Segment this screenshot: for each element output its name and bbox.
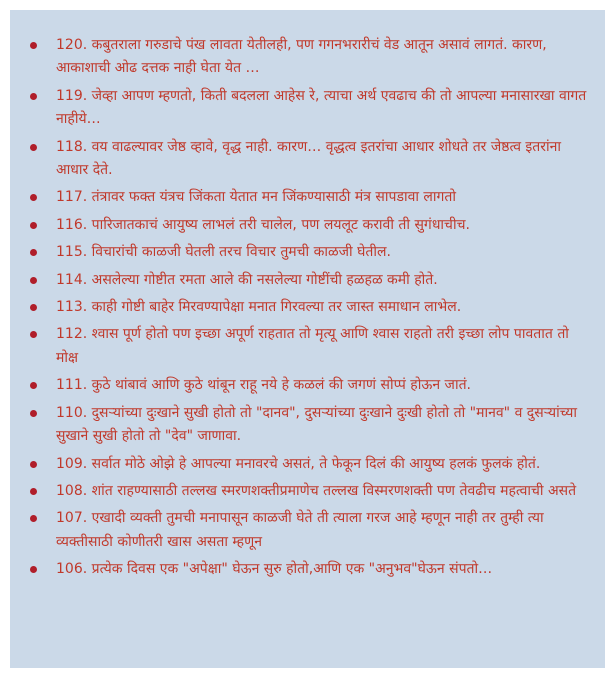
bullet-icon: [30, 249, 37, 256]
quote-text: 112. श्वास पूर्ण होतो पण इच्छा अपूर्ण राहतात तो मृत्यू आणि श्वास राहतो तरी इच्छा लोप पावतात तो मोक्ष: [56, 326, 569, 366]
bullet-icon: [30, 304, 37, 311]
list-item: [30, 402, 591, 449]
list-item: [30, 507, 591, 554]
bullet-icon: [30, 515, 37, 522]
quote-text: 120. कबुतराला गरुडाचे पंख लावता येतीलही, पण गगनभरारीचं वेड आतून असावं लागतं. कारण, आकाशाची ओढ दत्तक नाही घेता येत …: [56, 37, 547, 77]
list-item: [30, 296, 591, 319]
quote-text: 119. जेव्हा आपण म्हणतो, किती बदलला आहेस रे, त्याचा अर्थ एवढाच की तो आपल्या मनासारखा वागत नाहीये…: [56, 87, 587, 128]
quote-text: 117. तंत्रावर फक्त यंत्रच जिंकता येतात मन जिंकण्यासाठी मंत्र सापडावा लागतो: [56, 189, 457, 206]
list-item: [30, 34, 591, 81]
list-item: [30, 558, 591, 581]
bullet-icon: [30, 277, 37, 284]
list-item: [30, 269, 591, 292]
bullet-icon: [30, 488, 37, 495]
quote-text: 118. वय वाढल्यावर जेष्ठ व्हावे, वृद्ध नाही. कारण… वृद्धत्व इतरांचा आधार शोधते तर जेष्ठत्व इतरांना आधार देते.: [56, 138, 562, 179]
list-item: [30, 214, 591, 237]
list-item: [30, 480, 591, 503]
quote-text: 114. असलेल्या गोष्टीत रमता आले की नसलेल्या गोष्टींची हळहळ कमी होते.: [56, 271, 438, 288]
list-item: [30, 85, 591, 132]
list-item: [30, 374, 591, 397]
list-item: [30, 453, 591, 476]
quote-text: 107. एखादी व्यक्ती तुमची मनापासून काळजी घेते ती त्याला गरज आहे म्हणून नाही तर तुम्ही त्या व्यक्तीसाठी कोणीतरी खास असता म्हणून: [56, 510, 544, 550]
list-item: [30, 323, 591, 370]
bullet-icon: [30, 566, 37, 573]
quote-text: 108. शांत राहण्यासाठी तल्लख स्मरणशक्तीप्रमाणेच तल्लख विस्मरणशक्ती पण तेवढीच महत्वाची असते: [56, 482, 577, 499]
bullet-icon: [30, 93, 37, 100]
bullet-icon: [30, 144, 37, 151]
list-item: [30, 241, 591, 264]
list-item: [30, 136, 591, 183]
bullet-icon: [30, 461, 37, 468]
quotes-panel: [10, 10, 605, 668]
list-item: [30, 186, 591, 209]
quote-text: 113. काही गोष्टी बाहेर मिरवण्यापेक्षा मनात गिरवल्या तर जास्त समाधान लाभेल.: [56, 299, 462, 316]
bullet-icon: [30, 382, 37, 389]
bullet-icon: [30, 222, 37, 229]
quote-text: 106. प्रत्येक दिवस एक "अपेक्षा" घेऊन सुरु होतो,आणि एक "अनुभव"घेऊन संपतो…: [56, 561, 493, 578]
bullet-icon: [30, 331, 37, 338]
quote-text: 111. कुठे थांबावं आणि कुठे थांबून राहू नये हे कळलं की जगणं सोप्पं होऊन जातं.: [56, 377, 471, 394]
quote-text: 110. दुसऱ्यांच्या दुःखाने सुखी होतो तो "दानव", दुसऱ्यांच्या दुःखाने दुःखी होतो तो "मानव" व दुसऱ्यांच्या सुखाने सुखी होतो तो "देव" जाणावा.: [56, 404, 578, 445]
bullet-icon: [30, 42, 37, 49]
bullet-icon: [30, 194, 37, 201]
quotes-list: [30, 34, 591, 582]
quote-text: 109. सर्वात मोठे ओझे हे आपल्या मनावरचे असतं, ते फेकून दिलं की आयुष्य हलकं फुलकं होतं.: [56, 455, 541, 472]
quote-text: 116. पारिजातकाचं आयुष्य लाभलं तरी चालेल, पण लयलूट करावी ती सुगंधाचीच.: [56, 216, 470, 233]
bullet-icon: [30, 410, 37, 417]
quote-text: 115. विचारांची काळजी घेतली तरच विचार तुमची काळजी घेतील.: [56, 244, 391, 261]
